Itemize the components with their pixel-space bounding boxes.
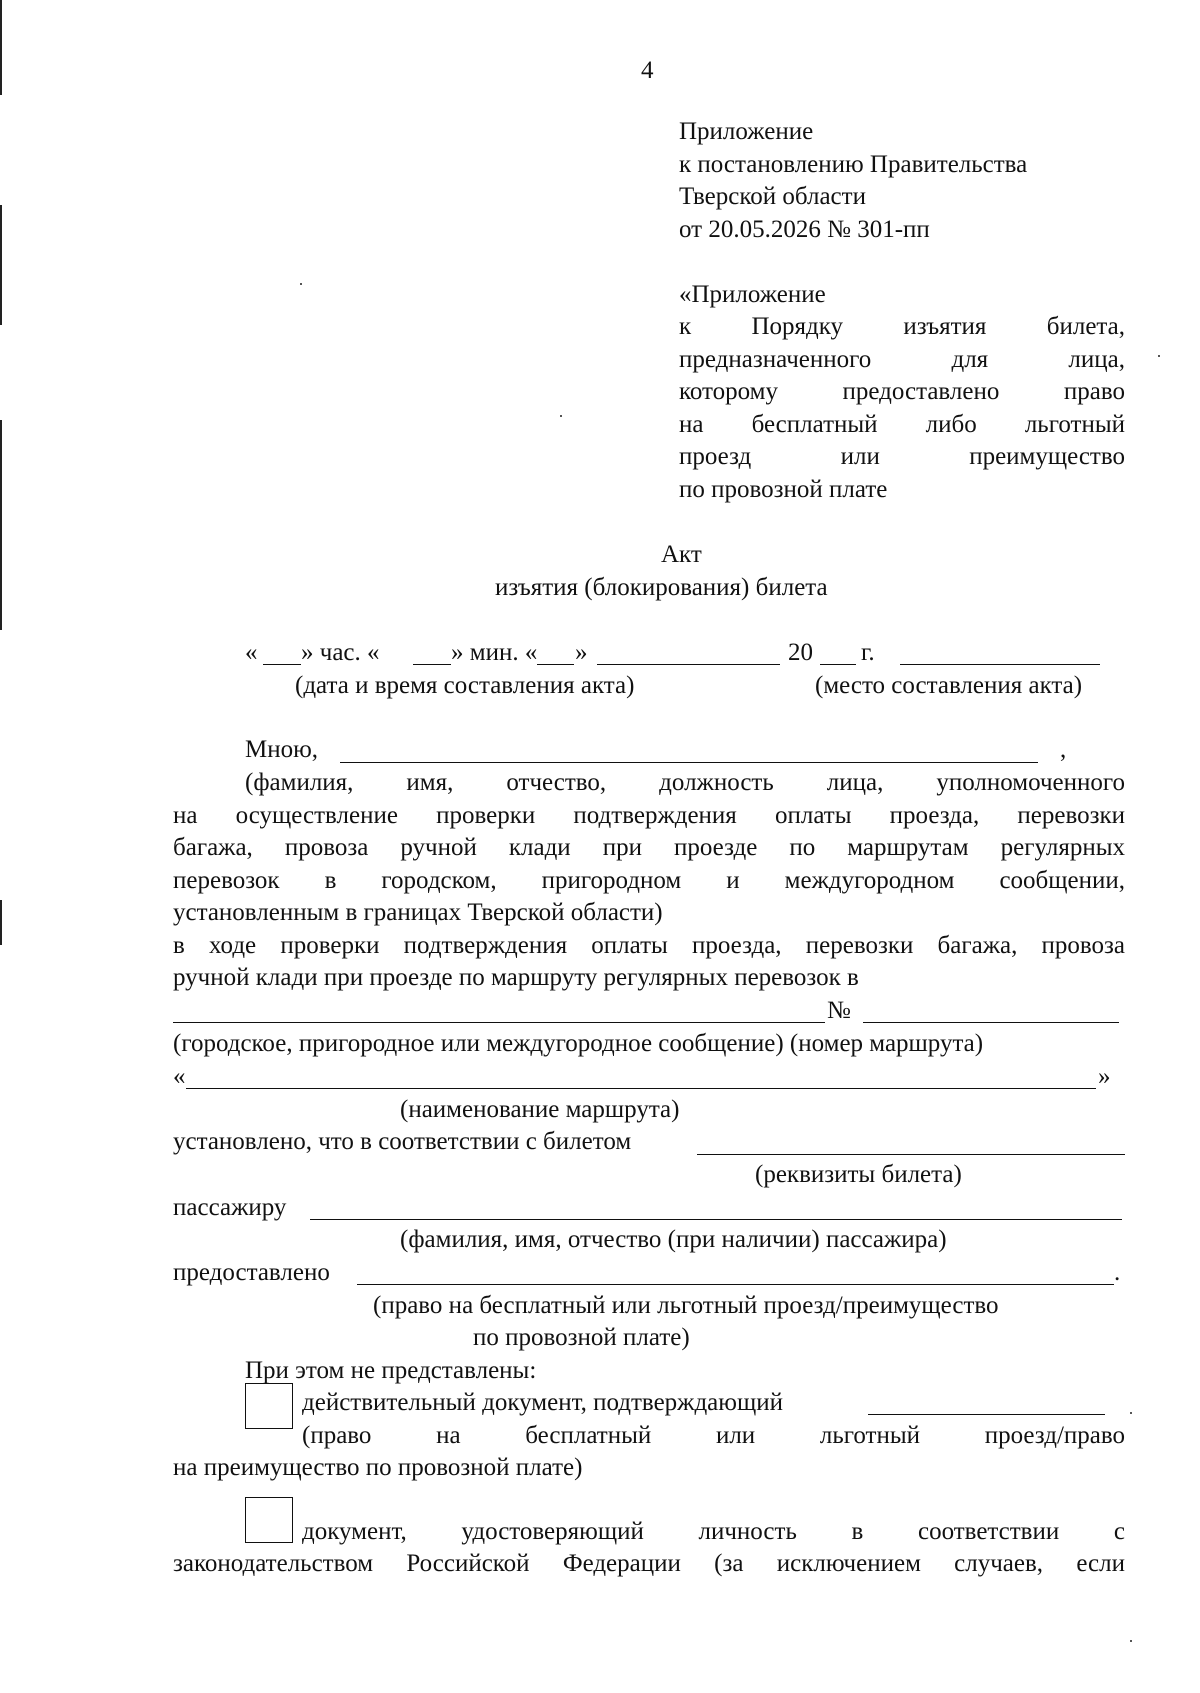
page-number: 4 [641, 57, 654, 84]
hours-field[interactable] [263, 664, 301, 665]
doc1-field[interactable] [868, 1414, 1105, 1415]
scan-edge-mark [0, 420, 2, 630]
right-caption-1: (право на бесплатный или льготный проезд/преимущество [373, 1292, 999, 1319]
doc1-line-1: действительный документ, подтверждающий [302, 1389, 783, 1416]
by-me-label: Мною, [245, 736, 319, 763]
doc2-line-1: документ, удостоверяющий личность в соответствии с [302, 1518, 1125, 1545]
granted-period: . [1114, 1259, 1121, 1286]
place-field[interactable] [900, 664, 1100, 665]
quote-open: « [245, 639, 258, 666]
minutes-field[interactable] [413, 664, 451, 665]
datetime-caption: (дата и время составления акта) [295, 672, 635, 699]
header-line-2: к постановлению Правительства [679, 151, 1028, 178]
number-sign: № [827, 997, 851, 1024]
inner-header-line-6: по провозной плате [679, 476, 888, 503]
quote-close: » [575, 639, 588, 666]
route-type-field[interactable] [173, 1022, 825, 1023]
official-caption-1: (фамилия, имя, отчество, должность лица, уполномоченного [245, 769, 1125, 796]
doc2-line-2: законодательством Российской Федерации (за исключением случаев, если [173, 1550, 1125, 1577]
check-line-2: ручной клади при проезде по маршруту регулярных перевозок в [173, 964, 859, 991]
inner-header-line-2: предназначенного для лица, [679, 346, 1125, 373]
established-label: установлено, что в соответствии с билетом [173, 1128, 632, 1155]
scan-edge-mark [0, 0, 2, 95]
act-title: Акт [661, 541, 702, 568]
official-caption-3: багажа, провоза ручной клади при проезде по маршрутам регулярных [173, 834, 1125, 861]
check-line-1: в ходе проверки подтверждения оплаты проезда, перевозки багажа, провоза [173, 932, 1125, 959]
ticket-caption: (реквизиты билета) [755, 1161, 962, 1188]
act-subtitle: изъятия (блокирования) билета [495, 574, 828, 601]
scan-speck [300, 283, 302, 285]
scan-edge-mark [0, 205, 2, 325]
doc1-line-3: на преимущество по провозной плате) [173, 1454, 583, 1481]
official-caption-5: установленным в границах Тверской области) [173, 899, 663, 926]
route-close-quote: » [1098, 1063, 1111, 1090]
scan-speck [1130, 1412, 1132, 1414]
doc1-checkbox[interactable] [245, 1383, 293, 1429]
minutes-label: » мин. « [451, 639, 538, 666]
route-name-caption: (наименование маршрута) [400, 1096, 680, 1123]
inner-header-line-1: к Порядку изъятия билета, [679, 313, 1125, 340]
doc1-line-2: (право на бесплатный или льготный проезд/право [302, 1422, 1125, 1449]
route-number-field[interactable] [863, 1022, 1119, 1023]
year-prefix: 20 [788, 639, 813, 666]
passenger-label: пассажиру [173, 1194, 287, 1221]
month-field[interactable] [597, 664, 780, 665]
header-line-3: Тверской области [679, 183, 866, 210]
right-caption-2: по провозной плате) [473, 1324, 690, 1351]
inner-header-line-5: проезд или преимущество [679, 443, 1125, 470]
doc2-checkbox[interactable] [245, 1497, 293, 1543]
by-me-comma: , [1060, 736, 1067, 763]
granted-label: предоставлено [173, 1259, 330, 1286]
passenger-field[interactable] [310, 1219, 1122, 1220]
scan-speck [1158, 355, 1160, 357]
not-presented-label: При этом не представлены: [245, 1357, 537, 1384]
route-name-field[interactable] [186, 1088, 1096, 1089]
inner-header-line-3: которому предоставлено право [679, 378, 1125, 405]
official-field[interactable] [340, 762, 1038, 763]
year-field[interactable] [820, 664, 856, 665]
inner-header-title: «Приложение [679, 281, 826, 308]
granted-field[interactable] [357, 1284, 1114, 1285]
official-caption-2: на осуществление проверки подтверждения оплаты проезда, перевозки [173, 802, 1125, 829]
scan-speck [560, 415, 562, 417]
year-suffix: г. [861, 639, 875, 666]
hours-label: » час. « [301, 639, 380, 666]
passenger-caption: (фамилия, имя, отчество (при наличии) пассажира) [400, 1226, 947, 1253]
header-line-4: от 20.05.2026 № 301-пп [679, 216, 930, 243]
inner-header-line-4: на бесплатный либо льготный [679, 411, 1125, 438]
place-caption: (место составления акта) [815, 672, 1083, 699]
route-open-quote: « [173, 1063, 186, 1090]
official-caption-4: перевозок в городском, пригородном и междугородном сообщении, [173, 867, 1125, 894]
header-line-1: Приложение [679, 118, 814, 145]
ticket-field[interactable] [697, 1154, 1125, 1155]
scan-speck [1130, 1640, 1132, 1642]
day-field[interactable] [537, 664, 574, 665]
scan-edge-mark [0, 900, 2, 945]
route-caption: (городское, пригородное или междугородное сообщение) (номер маршрута) [173, 1030, 984, 1057]
